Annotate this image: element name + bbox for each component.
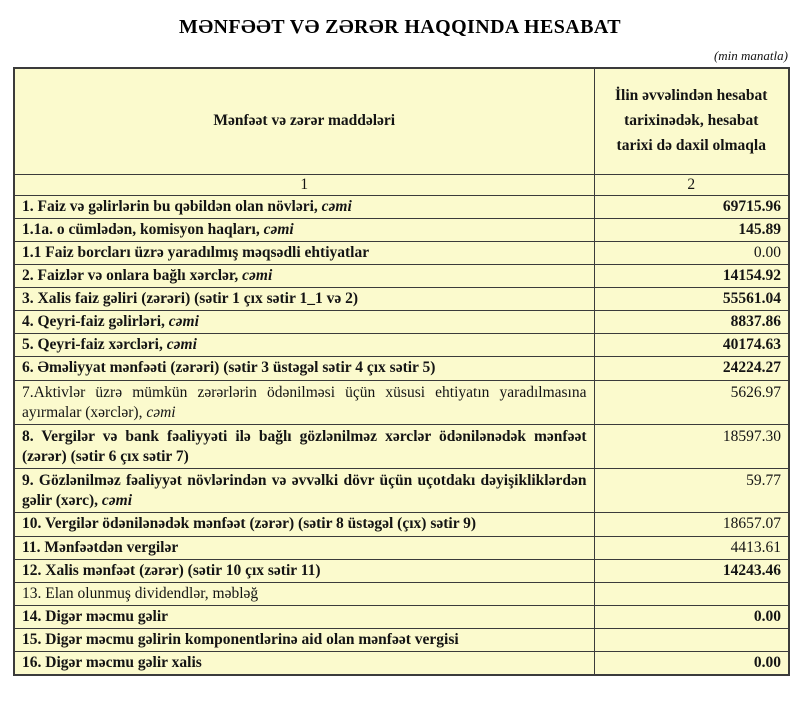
row-label: 12. Xalis mənfəət (zərər) (sətir 10 çıx sətir 11) [22, 561, 321, 579]
table-row [14, 195, 789, 218]
row-value: 14154.92 [722, 266, 781, 284]
table-row [14, 536, 789, 559]
row-label-suffix: cəmi [166, 336, 197, 354]
row-value-cell [594, 195, 789, 218]
row-value-cell [594, 582, 789, 605]
row-label: 1.1 Faiz borcları üzrə yaradılmış məqsədli ehtiyatlar [22, 243, 370, 261]
row-value: 55561.04 [722, 290, 781, 308]
row-value-cell [594, 652, 789, 676]
row-label: 4. Qeyri-faiz gəlirləri, [22, 313, 165, 331]
row-label-suffix: cəmi [242, 266, 273, 284]
row-label-cell [14, 311, 594, 334]
row-label-suffix: cəmi [146, 403, 176, 421]
column-header-items: Mənfəət və zərər maddələri [14, 68, 594, 174]
table-row [14, 218, 789, 241]
row-value: 0.00 [753, 608, 781, 626]
table-row [14, 380, 789, 424]
row-value: 145.89 [738, 220, 781, 238]
row-label-cell [14, 469, 594, 513]
row-label: 15. Digər məcmu gəlirin komponentlərinə aid olan mənfəət vergisi [22, 631, 459, 649]
row-label-cell [14, 424, 594, 468]
column-index-1: 1 [14, 174, 594, 195]
row-value: 24224.27 [722, 359, 781, 377]
row-value-cell [594, 629, 789, 652]
row-label: 16. Digər məcmu gəlir xalis [22, 654, 202, 672]
row-label-cell [14, 264, 594, 287]
row-label: 10. Vergilər ödənilənədək mənfəət (zərər) (sətir 8 üstəgəl (çıx) sətir 9) [22, 515, 477, 533]
row-label: 1. Faiz və gəlirlərin bu qəbildən olan növləri, [22, 197, 318, 215]
row-value-cell [594, 288, 789, 311]
row-value-cell [594, 357, 789, 380]
table-row [14, 264, 789, 287]
table-row [14, 424, 789, 468]
table-body [14, 195, 789, 675]
row-label: 3. Xalis faiz gəliri (zərəri) (sətir 1 çıx sətir 1_1 və 2) [22, 290, 358, 308]
table-row [14, 582, 789, 605]
row-label-suffix: cəmi [168, 313, 199, 331]
row-label: 11. Mənfəətdən vergilər [22, 538, 179, 556]
row-value-cell [594, 264, 789, 287]
row-label: 8. Vergilər və bank fəaliyyəti ilə bağlı gözlənilməz xərclər ödənilənədək mənfəət (zərər) (sətir 6 çıx sətir 7) [22, 427, 587, 466]
row-value-cell [594, 536, 789, 559]
row-label-cell [14, 582, 594, 605]
row-label-cell [14, 357, 594, 380]
row-value-cell [594, 469, 789, 513]
table-row [14, 241, 789, 264]
table-row [14, 629, 789, 652]
row-value-cell [594, 218, 789, 241]
row-label-cell [14, 241, 594, 264]
row-label-suffix: cəmi [263, 220, 294, 238]
row-value: 69715.96 [722, 197, 781, 215]
row-label: 9. Gözlənilməz fəaliyyət növlərindən və əvvəlki dövr üçün uçotdakı dəyişikliklərdən gəlir (xərc), [22, 472, 587, 510]
table-row [14, 513, 789, 536]
row-label-suffix: cəmi [101, 492, 133, 510]
row-value: 18657.07 [722, 515, 781, 533]
row-label-cell [14, 629, 594, 652]
row-value-cell [594, 513, 789, 536]
row-value: 4413.61 [730, 538, 781, 556]
row-value-cell [594, 241, 789, 264]
row-value: 18597.30 [722, 427, 781, 445]
table-row [14, 559, 789, 582]
table-row [14, 652, 789, 676]
row-value: 40174.63 [722, 336, 781, 354]
row-value: 14243.46 [722, 561, 781, 579]
unit-note: (min manatla) [713, 48, 788, 63]
row-value: 59.77 [746, 472, 781, 490]
row-value: 0.00 [753, 243, 781, 261]
row-label: 6. Əməliyyat mənfəəti (zərəri) (sətir 3 üstəgəl sətir 4 çıx sətir 5) [22, 359, 436, 377]
row-label: 2. Faizlər və onlara bağlı xərclər, [22, 266, 239, 284]
row-label-cell [14, 334, 594, 357]
table-row [14, 469, 789, 513]
table-row [14, 357, 789, 380]
page-title: MƏNFƏƏT VƏ ZƏRƏR HAQQINDA HESABAT [179, 16, 621, 38]
row-label-cell [14, 380, 594, 424]
row-label-cell [14, 652, 594, 676]
row-value-cell [594, 424, 789, 468]
row-label-cell [14, 288, 594, 311]
row-label-cell [14, 606, 594, 629]
row-value: 8837.86 [730, 313, 781, 331]
row-value: 5626.97 [730, 383, 781, 401]
row-value-cell [594, 380, 789, 424]
row-label: 1.1a. o cümlədən, komisyon haqları, [22, 220, 260, 238]
row-label-cell [14, 536, 594, 559]
table-header [14, 68, 789, 195]
row-label: 14. Digər məcmu gəlir [22, 608, 169, 626]
row-value-cell [594, 606, 789, 629]
row-value-cell [594, 334, 789, 357]
column-header-period: İlin əvvəlindən hesabat tarixinədək, hesabat tarixi də daxil olmaqla [594, 68, 789, 174]
row-label-cell [14, 559, 594, 582]
table-row [14, 334, 789, 357]
row-label-cell [14, 513, 594, 536]
profit-loss-table [13, 67, 790, 676]
row-label: 5. Qeyri-faiz xərcləri, [22, 336, 163, 354]
row-label-cell [14, 218, 594, 241]
report-page [0, 16, 800, 676]
row-label-suffix: cəmi [321, 197, 352, 215]
row-value: 0.00 [753, 654, 781, 672]
row-label: 13. Elan olunmuş dividendlər, məbləğ [22, 584, 259, 602]
row-value-cell [594, 559, 789, 582]
header-row [14, 68, 789, 174]
row-label: 7.Aktivlər üzrə mümkün zərərlərin ödənilməsi üçün xüsusi ehtiyatın yaradılmasına ayırmalar (xərclər), [22, 383, 587, 421]
column-index-2: 2 [594, 174, 789, 195]
column-index-row [14, 174, 789, 195]
table-row [14, 288, 789, 311]
table-row [14, 311, 789, 334]
table-row [14, 606, 789, 629]
row-label-cell [14, 195, 594, 218]
row-value-cell [594, 311, 789, 334]
